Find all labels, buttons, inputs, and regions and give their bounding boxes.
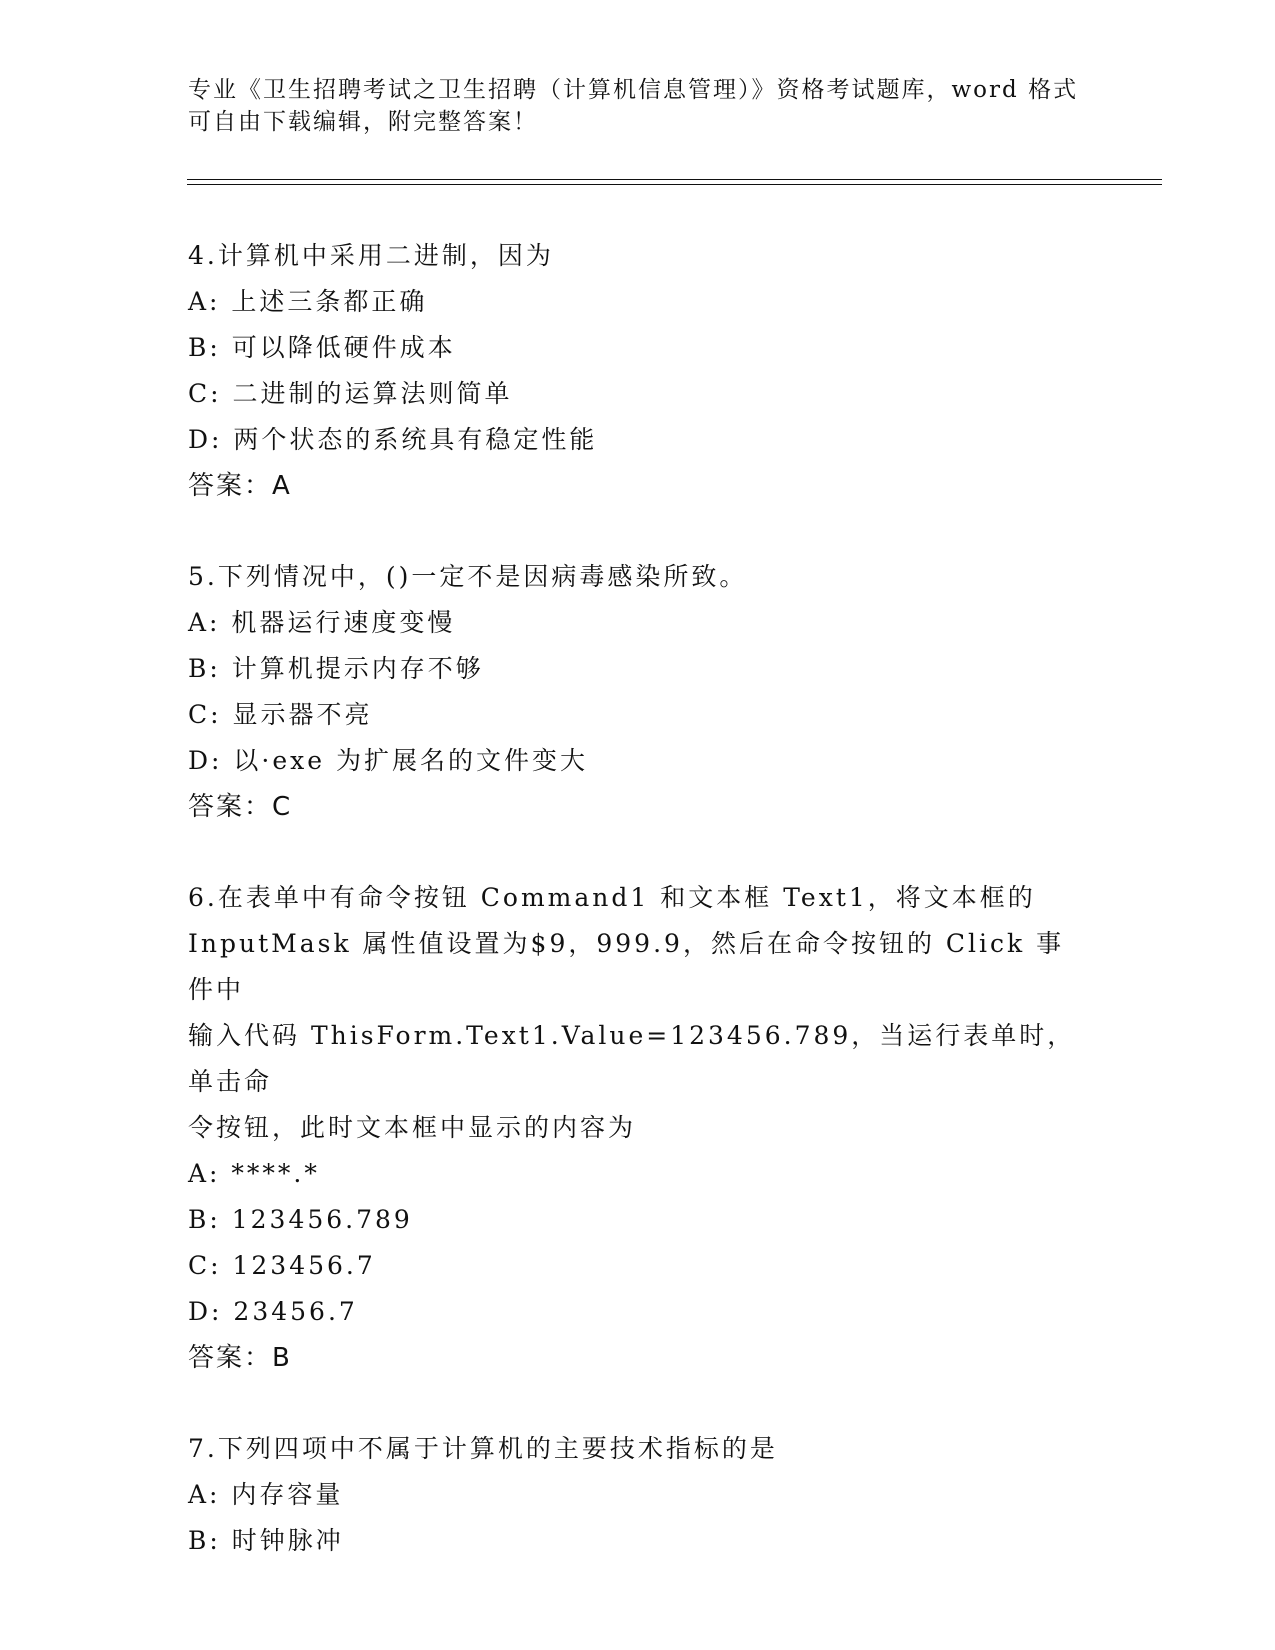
question-6 [188,875,1088,1381]
question-7 [188,1426,1088,1564]
header-line-2: 可自由下载编辑，附完整答案！ [188,109,538,135]
option-b: B: 可以降低硬件成本 [188,333,456,362]
option-b: B: 123456.789 [188,1205,413,1234]
question-stem-line-3: 输入代码 ThisForm.Text1.Value=123456.789，当运行表单时，单击命 [188,1021,1076,1096]
option-c: C: 二进制的运算法则简单 [188,379,513,408]
question-list [188,233,1088,1609]
option-a: A: 上述三条都正确 [188,287,428,316]
question-stem-line-2: InputMask 属性值设置为$9，999.9，然后在命令按钮的 Click 事件中 [188,929,1065,1004]
question-stem: 7.下列四项中不属于计算机的主要技术指标的是 [188,1434,778,1463]
question-stem-line-1: 6.在表单中有命令按钮 Command1 和文本框 Text1，将文本框的 [188,883,1036,912]
option-d: D: 两个状态的系统具有稳定性能 [188,425,598,454]
answer-label: 答案：B [188,1343,292,1373]
question-stem-line-4: 令按钮，此时文本框中显示的内容为 [188,1113,637,1142]
option-a: A: 内存容量 [188,1480,344,1509]
option-c: C: 显示器不亮 [188,700,373,729]
option-a: A: ****.* [188,1159,320,1188]
option-d: D: 23456.7 [188,1297,358,1326]
answer-label: 答案：C [188,792,293,822]
answer-label: 答案：A [188,471,292,501]
option-c: C: 123456.7 [188,1251,376,1280]
option-a: A: 机器运行速度变慢 [188,608,456,637]
document-header [188,74,1088,138]
question-stem: 5.下列情况中，()一定不是因病毒感染所致。 [188,562,748,591]
header-rule-top [187,179,1162,180]
option-b: B: 时钟脉冲 [188,1526,344,1555]
question-stem: 4.计算机中采用二进制，因为 [188,241,554,270]
question-5 [188,554,1088,830]
header-rule-bottom [187,184,1162,185]
option-d: D: 以·exe 为扩展名的文件变大 [188,746,588,775]
option-b: B: 计算机提示内存不够 [188,654,484,683]
question-4 [188,233,1088,509]
header-line-1: 专业《卫生招聘考试之卫生招聘（计算机信息管理）》资格考试题库，word 格式 [188,77,1079,103]
